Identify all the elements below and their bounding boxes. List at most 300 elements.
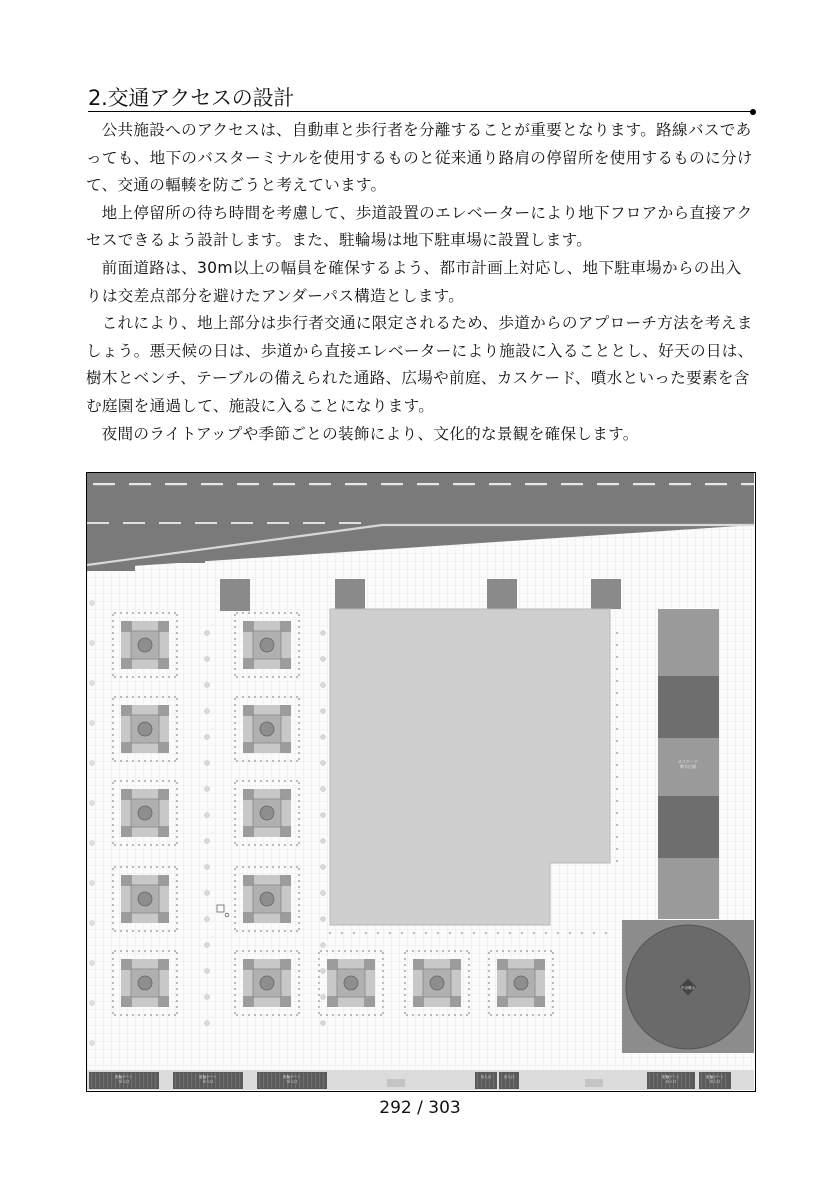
dot <box>488 1012 490 1014</box>
dot <box>132 866 134 868</box>
dot <box>112 752 114 754</box>
dot <box>234 794 236 796</box>
dot <box>234 1012 236 1014</box>
dot <box>298 812 300 814</box>
dot <box>112 922 114 924</box>
dot <box>112 638 114 640</box>
dot <box>132 844 134 846</box>
dot <box>112 982 114 984</box>
dot <box>290 950 292 952</box>
lane-dash <box>525 483 547 485</box>
dot <box>442 1014 444 1016</box>
light-dot <box>205 1021 210 1026</box>
dot <box>404 1000 406 1002</box>
planter-corner <box>158 959 169 970</box>
dot <box>454 950 456 952</box>
dot <box>176 656 178 658</box>
dot <box>318 1006 320 1008</box>
dot <box>448 950 450 952</box>
planter-corner <box>243 742 254 753</box>
dot <box>266 696 268 698</box>
dot <box>112 734 114 736</box>
light-dot <box>205 995 210 1000</box>
dot <box>298 752 300 754</box>
dot <box>112 662 114 664</box>
dot <box>389 932 391 934</box>
light-dot <box>321 709 326 714</box>
dot <box>298 970 300 972</box>
dot <box>120 930 122 932</box>
dot <box>552 982 554 984</box>
dot <box>176 958 178 960</box>
gate-bar <box>311 1073 312 1088</box>
dot <box>176 952 178 954</box>
dot <box>112 824 114 826</box>
dot <box>254 780 256 782</box>
dot <box>298 1012 300 1014</box>
light-dot <box>90 921 95 926</box>
dot <box>144 780 146 782</box>
planter-corner <box>158 705 169 716</box>
dot <box>298 806 300 808</box>
dot <box>284 1014 286 1016</box>
dot <box>616 644 618 646</box>
dot <box>112 710 114 712</box>
dot <box>552 1012 554 1014</box>
dot <box>318 994 320 996</box>
dot <box>374 1014 376 1016</box>
dot <box>616 716 618 718</box>
dot <box>552 988 554 990</box>
dot <box>298 976 300 978</box>
dot <box>174 612 176 614</box>
planter-corner <box>121 742 132 753</box>
dot <box>162 612 164 614</box>
dot <box>176 710 178 712</box>
dot <box>404 1012 406 1014</box>
dot <box>278 612 280 614</box>
dot <box>460 950 462 952</box>
planter-corner <box>121 658 132 669</box>
dot <box>120 844 122 846</box>
dot <box>260 612 262 614</box>
planter-corner <box>450 959 461 970</box>
dot <box>616 836 618 838</box>
dot <box>126 950 128 952</box>
cascade-dark-block <box>658 796 719 858</box>
dot <box>126 676 128 678</box>
dot <box>234 806 236 808</box>
dot <box>412 950 414 952</box>
dot <box>176 982 178 984</box>
dot <box>552 1006 554 1008</box>
dot <box>234 1006 236 1008</box>
dot <box>298 638 300 640</box>
dot <box>114 760 116 762</box>
dot <box>120 780 122 782</box>
dot <box>150 950 152 952</box>
dot <box>520 1014 522 1016</box>
gate-bar <box>179 1073 180 1088</box>
planter-corner <box>243 705 254 716</box>
dot <box>278 866 280 868</box>
lane-dash <box>417 483 439 485</box>
light-dot <box>321 891 326 896</box>
dot <box>382 952 384 954</box>
dot <box>260 780 262 782</box>
dot <box>298 910 300 912</box>
dot <box>404 994 406 996</box>
dot <box>120 1014 122 1016</box>
dot <box>234 818 236 820</box>
light-dot <box>321 969 326 974</box>
dot <box>545 932 547 934</box>
dot <box>234 830 236 832</box>
gate-bar <box>653 1073 654 1088</box>
dot <box>382 964 384 966</box>
dot <box>242 866 244 868</box>
dot <box>168 1014 170 1016</box>
lane-dash <box>381 483 403 485</box>
dot <box>174 950 176 952</box>
dot <box>278 760 280 762</box>
dot <box>298 868 300 870</box>
dot <box>616 704 618 706</box>
dot <box>616 680 618 682</box>
light-dot <box>90 841 95 846</box>
light-dot <box>90 1001 95 1006</box>
dot <box>521 932 523 934</box>
dot <box>176 662 178 664</box>
dot <box>544 950 546 952</box>
dot <box>234 892 236 894</box>
dot <box>290 612 292 614</box>
dot <box>126 930 128 932</box>
dot <box>616 776 618 778</box>
planter-corner <box>280 658 291 669</box>
dot <box>526 1014 528 1016</box>
dot <box>176 752 178 754</box>
dot <box>234 994 236 996</box>
dot <box>326 1014 328 1016</box>
dot <box>112 716 114 718</box>
heading-rule <box>88 111 752 113</box>
dot <box>298 904 300 906</box>
gate-bar <box>155 1073 156 1088</box>
dot <box>326 950 328 952</box>
dot <box>290 676 292 678</box>
gate-bar <box>175 1073 176 1088</box>
dot <box>377 932 379 934</box>
gate-bar <box>279 1073 280 1088</box>
dot <box>168 930 170 932</box>
dot <box>176 898 178 900</box>
dot <box>150 612 152 614</box>
dot <box>120 866 122 868</box>
fountain-label: 中央噴水 <box>681 986 695 990</box>
dot <box>298 722 300 724</box>
dot <box>162 950 164 952</box>
dot <box>298 626 300 628</box>
light-dot <box>205 683 210 688</box>
dot <box>298 916 300 918</box>
dot <box>318 964 320 966</box>
entry-block <box>591 579 621 609</box>
dot <box>176 620 178 622</box>
dot <box>362 1014 364 1016</box>
dot <box>138 780 140 782</box>
light-dot <box>205 787 210 792</box>
dot <box>550 1014 552 1016</box>
gate-bar <box>227 1073 228 1088</box>
dot <box>112 830 114 832</box>
dot <box>242 676 244 678</box>
gate-bar <box>267 1073 268 1088</box>
light-dot <box>321 865 326 870</box>
dot <box>298 830 300 832</box>
light-dot <box>321 839 326 844</box>
planter-corner <box>534 959 545 970</box>
planter-corner <box>497 959 508 970</box>
gate-bar <box>263 1073 264 1088</box>
dot <box>298 892 300 894</box>
dot <box>254 696 256 698</box>
planter-corner <box>280 912 291 923</box>
dot <box>150 780 152 782</box>
lane-dash <box>165 483 187 485</box>
dot <box>298 788 300 790</box>
dot <box>266 676 268 678</box>
dot <box>234 734 236 736</box>
dot <box>236 696 238 698</box>
dot <box>332 1014 334 1016</box>
dot <box>350 950 352 952</box>
dot <box>112 704 114 706</box>
dot <box>112 874 114 876</box>
dot <box>254 1014 256 1016</box>
light-dot <box>90 801 95 806</box>
dot <box>298 734 300 736</box>
dot <box>176 806 178 808</box>
planter-corner <box>497 996 508 1007</box>
dot <box>368 950 370 952</box>
light-dot <box>90 681 95 686</box>
dot <box>544 1014 546 1016</box>
gate-bar <box>143 1073 144 1088</box>
dot <box>298 746 300 748</box>
planter-corner <box>364 959 375 970</box>
dot <box>254 612 256 614</box>
planter-corner <box>243 789 254 800</box>
gate-bar <box>139 1073 140 1088</box>
dot <box>112 964 114 966</box>
dot <box>284 930 286 932</box>
dot <box>552 970 554 972</box>
dot <box>488 988 490 990</box>
dot <box>234 704 236 706</box>
dot <box>120 676 122 678</box>
dot <box>298 842 300 844</box>
dot <box>176 740 178 742</box>
lane-dash <box>159 522 181 524</box>
dot <box>552 958 554 960</box>
dot <box>298 836 300 838</box>
dot <box>266 950 268 952</box>
dot <box>242 930 244 932</box>
dot <box>382 1006 384 1008</box>
dot <box>488 1000 490 1002</box>
light-dot <box>321 917 326 922</box>
dot <box>298 704 300 706</box>
dot <box>488 958 490 960</box>
dot <box>497 932 499 934</box>
gate-bar <box>103 1073 104 1088</box>
dot <box>150 676 152 678</box>
dot <box>382 982 384 984</box>
dot <box>290 866 292 868</box>
dot <box>508 950 510 952</box>
dot <box>254 760 256 762</box>
dot <box>296 930 298 932</box>
dot <box>176 964 178 966</box>
dot <box>436 1014 438 1016</box>
gate-bar <box>111 1073 112 1088</box>
dot <box>460 1014 462 1016</box>
dot <box>272 612 274 614</box>
dot <box>296 950 298 952</box>
dot <box>176 904 178 906</box>
dot <box>112 994 114 996</box>
dot <box>298 1000 300 1002</box>
lane-dash <box>93 483 115 485</box>
dot <box>162 1014 164 1016</box>
dot <box>552 976 554 978</box>
dot <box>176 874 178 876</box>
planter-corner <box>413 959 424 970</box>
dot <box>234 824 236 826</box>
dot <box>468 988 470 990</box>
dot <box>150 866 152 868</box>
dot <box>234 868 236 870</box>
dot <box>168 866 170 868</box>
gate-bar <box>259 1073 260 1088</box>
gate-bar <box>235 1073 236 1088</box>
section-heading <box>88 84 752 112</box>
dot <box>404 964 406 966</box>
dot <box>356 950 358 952</box>
dot <box>144 844 146 846</box>
gate-bar <box>135 1073 136 1088</box>
dot <box>502 950 504 952</box>
dot <box>132 930 134 932</box>
gate-bar <box>147 1073 148 1088</box>
dot <box>234 952 236 954</box>
dot <box>382 994 384 996</box>
light-dot <box>205 917 210 922</box>
gate-bar <box>183 1073 184 1088</box>
dot <box>162 780 164 782</box>
dot <box>114 780 116 782</box>
dot <box>272 844 274 846</box>
dot <box>120 950 122 952</box>
light-dot <box>205 839 210 844</box>
dot <box>344 1014 346 1016</box>
dot <box>176 704 178 706</box>
planter-corner <box>158 996 169 1007</box>
dot <box>404 988 406 990</box>
dot <box>318 958 320 960</box>
dot <box>112 898 114 900</box>
dot <box>162 844 164 846</box>
dot <box>488 982 490 984</box>
planter-corner <box>280 959 291 970</box>
dot <box>242 844 244 846</box>
dot <box>254 950 256 952</box>
paragraph: 地上停留所の待ち時間を考慮して、歩道設置のエレベーターにより地下フロアから直接アクセスできるよう設計します。また、駐輪場は地下駐車場に設置します。 <box>86 203 753 250</box>
dot <box>332 950 334 952</box>
dot <box>298 824 300 826</box>
dot <box>404 970 406 972</box>
planter-corner <box>243 658 254 669</box>
dot <box>132 1014 134 1016</box>
gate-label: 出入口 <box>480 1075 492 1079</box>
dot <box>242 780 244 782</box>
dot <box>382 1000 384 1002</box>
dot <box>298 952 300 954</box>
dot <box>298 728 300 730</box>
heading-rule-dot <box>750 109 756 115</box>
dot <box>114 950 116 952</box>
dot <box>112 892 114 894</box>
dot <box>298 674 300 676</box>
dot <box>278 676 280 678</box>
dot <box>401 932 403 934</box>
dot <box>424 950 426 952</box>
planter-corner <box>280 742 291 753</box>
dot <box>112 952 114 954</box>
lane-dash <box>669 483 691 485</box>
light-dot <box>321 995 326 1000</box>
bottom-block <box>387 1079 405 1087</box>
dot <box>234 716 236 718</box>
dot <box>466 950 468 952</box>
dot <box>132 760 134 762</box>
dot <box>296 676 298 678</box>
dot <box>298 698 300 700</box>
dot <box>176 824 178 826</box>
dot <box>298 662 300 664</box>
dot <box>338 950 340 952</box>
dot <box>616 692 618 694</box>
dot <box>298 758 300 760</box>
dot <box>174 930 176 932</box>
dot <box>176 788 178 790</box>
dot <box>162 930 164 932</box>
dot <box>176 994 178 996</box>
dot <box>156 612 158 614</box>
dot <box>112 758 114 760</box>
dot <box>278 950 280 952</box>
dot <box>430 1014 432 1016</box>
dot <box>526 950 528 952</box>
dot <box>616 848 618 850</box>
dot <box>176 868 178 870</box>
dot <box>290 780 292 782</box>
dot <box>616 812 618 814</box>
dot <box>266 930 268 932</box>
dot <box>112 916 114 918</box>
dot <box>176 830 178 832</box>
